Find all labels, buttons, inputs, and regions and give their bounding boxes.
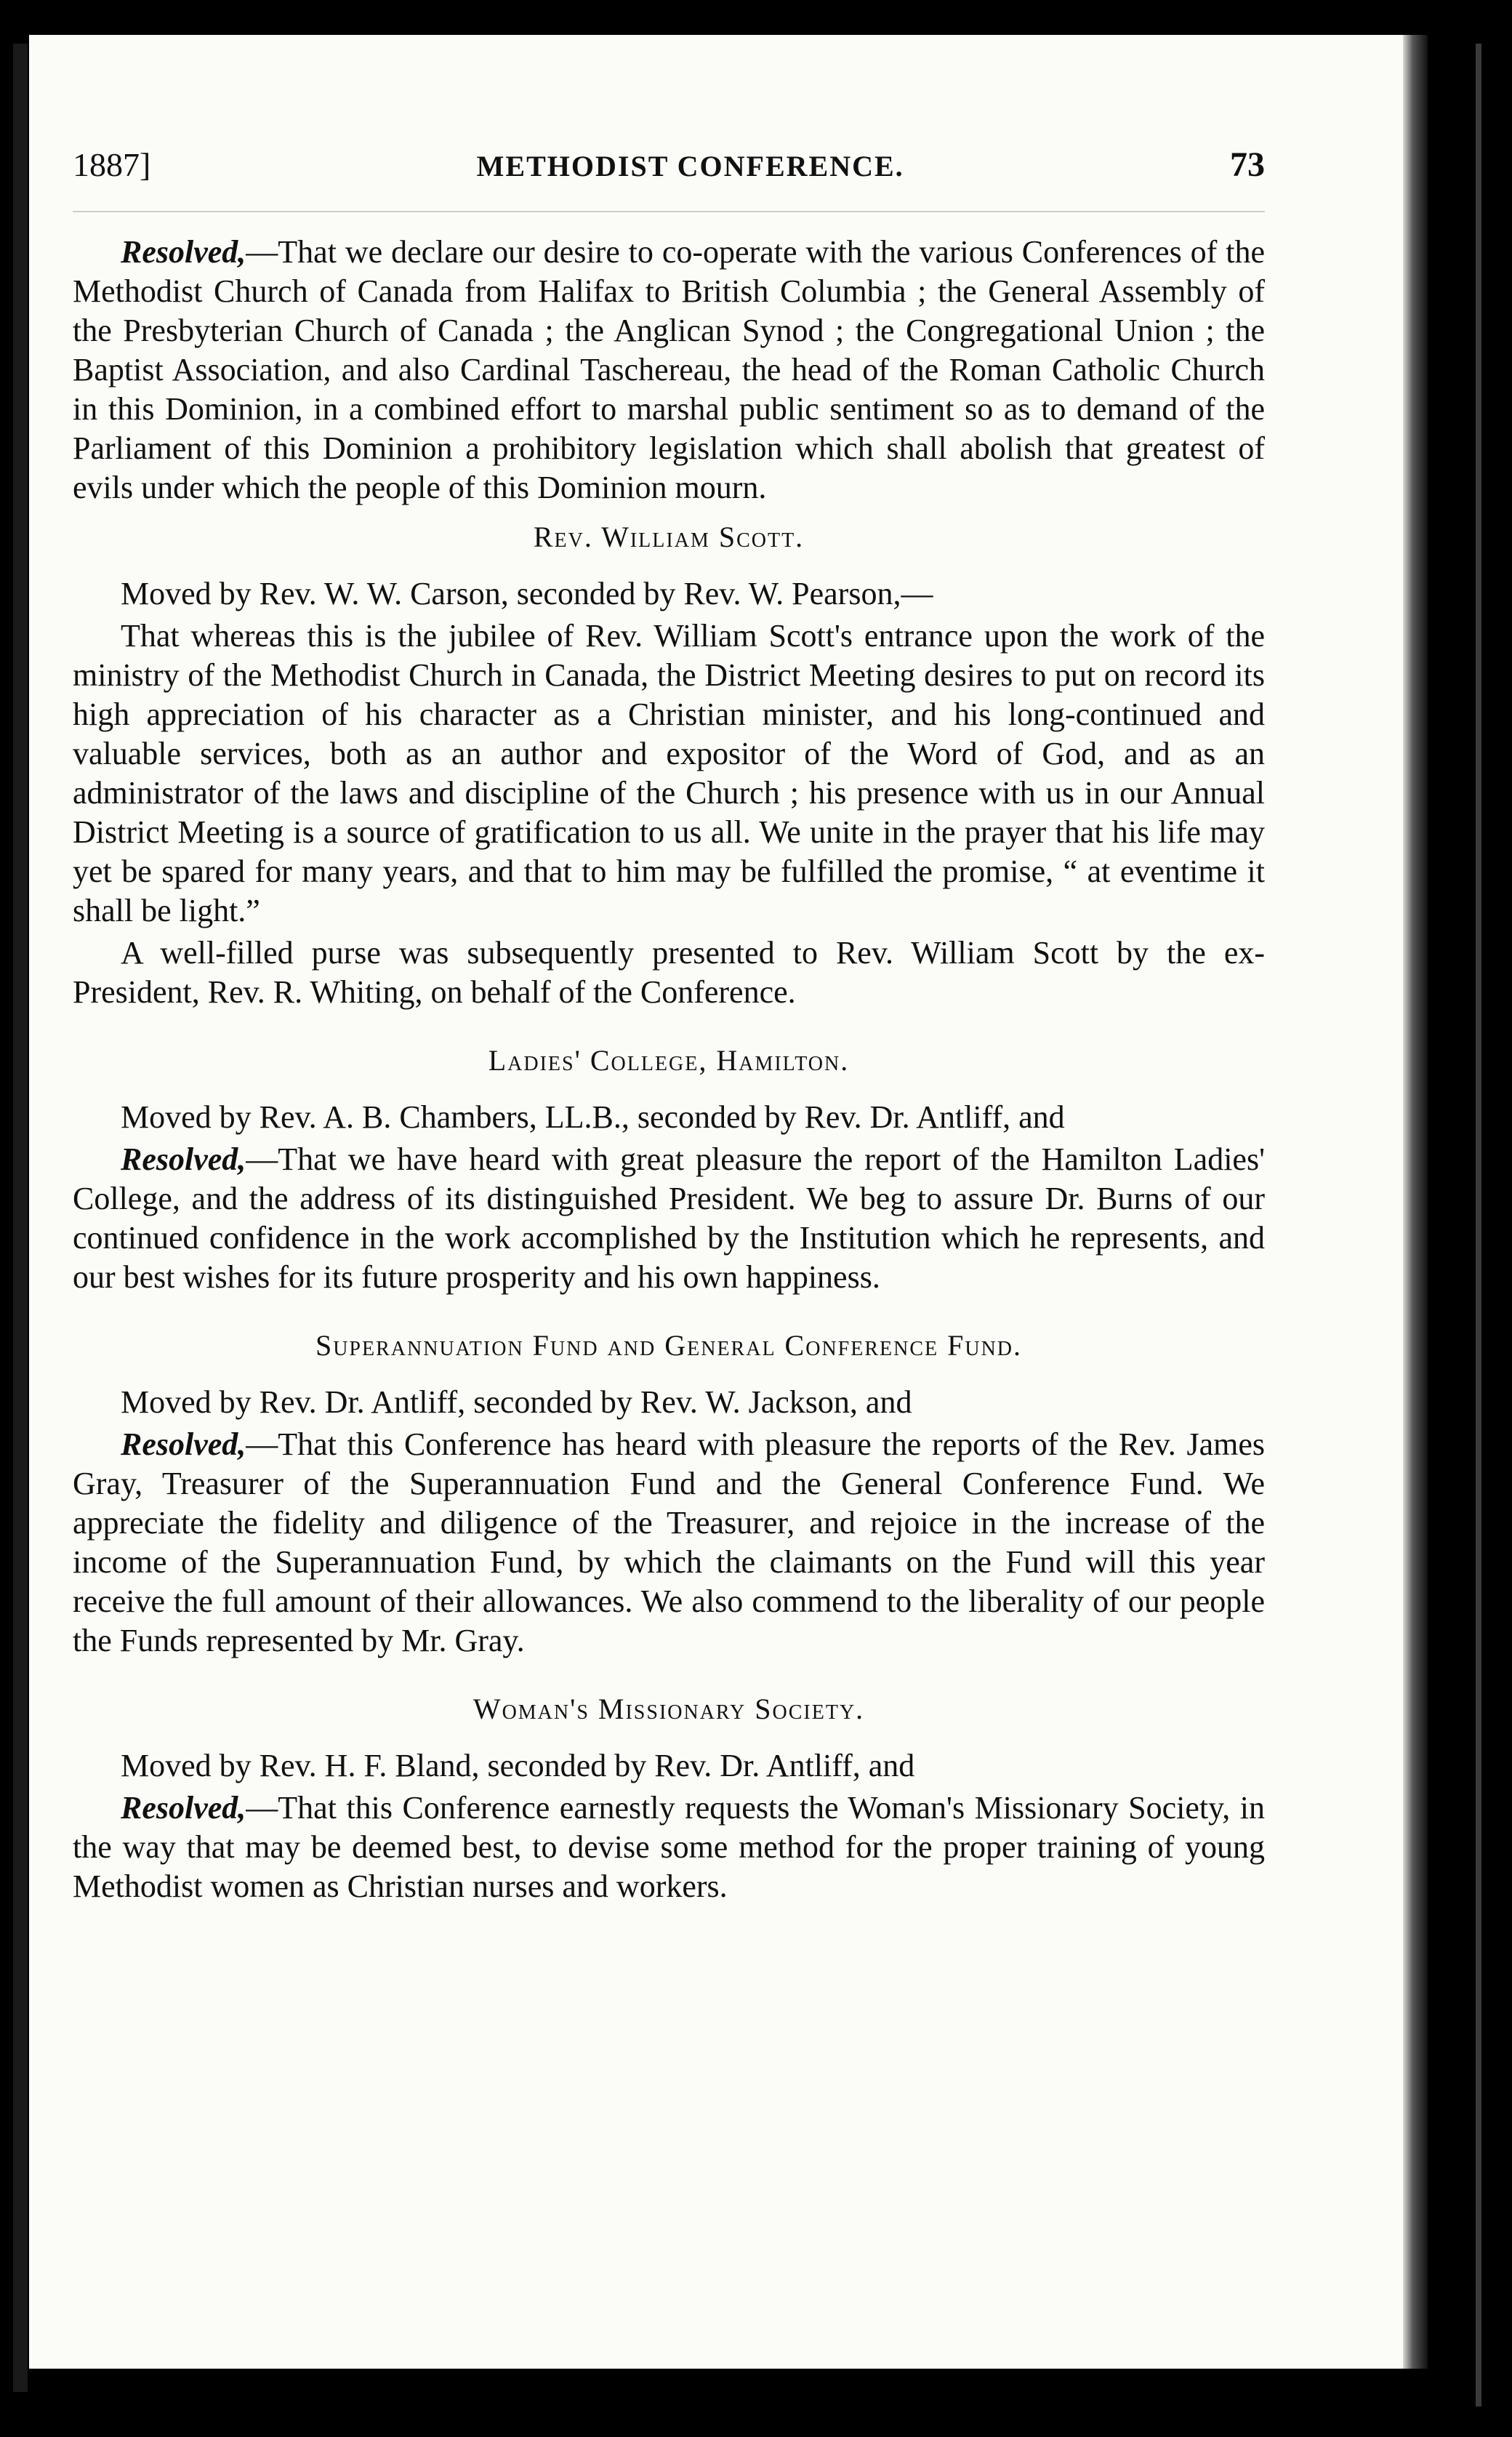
ladies-resolution <box>73 1140 1265 1297</box>
womans-resolution <box>73 1788 1265 1906</box>
resolved-lead: Resolved, <box>121 234 246 270</box>
header-title: METHODIST CONFERENCE. <box>476 150 904 182</box>
paragraph-text: That whereas this is the jubilee of Rev. William Scott's entrance upon the work of the ministry of the Methodist Church in Canada, the District Meeting desires to put on record its high appreciation of his character as a Christian minister, and his long-continued and valuable services, both as an author and expositor of the Word of God, and as an administrator of the laws and discipline of the Church ; his presence with us in our Annual District Meeting is a source of gratification to us all. We unite in the prayer that his life may yet be spared for many years, and that to him may be fulfilled the promise, “ at eventime it shall be light.” <box>73 618 1265 928</box>
left-page-edge <box>13 44 28 2392</box>
page-content <box>73 145 1265 1909</box>
right-margin-dark <box>1428 15 1512 2437</box>
superannuation-resolution <box>73 1425 1265 1661</box>
right-edge-line <box>1476 44 1481 2406</box>
paragraph-text: —That this Conference has heard with pleasure the reports of the Rev. James Gray, Treasurer of the Superannuation Fund and the General Conference Fund. We appreciate the fidelity and diligence of the Treasurer, and rejoice in the increase of the income of the Superannuation Fund, by which the claimants on the Fund will this year receive the full amount of their allowances. We also commend to the liberality of our people the Funds represented by Mr. Gray. <box>73 1426 1265 1658</box>
section-heading-womans-missionary: Woman's Missionary Society. <box>472 1693 865 1725</box>
moved-line: Moved by Rev. Dr. Antliff, seconded by Rev. W. Jackson, and <box>121 1384 912 1420</box>
book-spine-shadow <box>1403 35 1428 2369</box>
paragraph-text: —That we declare our desire to co-operate with the various Conferences of the Methodist Church of Canada from Halifax to British Columbia ; the General Assembly of the Presbyterian Church of Canada ; the Anglican Synod ; the Congregational Union ; the Baptist Association, and also Cardinal Taschereau, the head of the Roman Catholic Church in this Dominion, in a combined effort to marshal public sentiment so as to demand of the Parliament of this Dominion a prohibitory legislation which shall abolish that greatest of evils under which the people of this Dominion mourn. <box>73 234 1265 505</box>
resolved-lead: Resolved, <box>121 1790 246 1826</box>
page-number: 73 <box>1230 145 1265 184</box>
resolved-lead: Resolved, <box>121 1426 246 1462</box>
section-heading-scott: Rev. William Scott. <box>533 521 805 553</box>
header-year: 1887] <box>73 146 151 183</box>
header-rule <box>73 211 1265 212</box>
section-heading-superannuation: Superannuation Fund and General Conference Fund. <box>315 1329 1023 1362</box>
moved-line: Moved by Rev. H. F. Bland, seconded by Rev. Dr. Antliff, and <box>121 1748 915 1783</box>
moved-line: Moved by Rev. W. W. Carson, seconded by Rev. W. Pearson,— <box>121 576 933 611</box>
resolved-lead: Resolved, <box>121 1141 246 1177</box>
paragraph-text: —That we have heard with great pleasure the report of the Hamilton Ladies' College, and the address of its distinguished President. We beg to assure Dr. Burns of our continued confidence in the work accomplished by the Institution which he represents, and our best wishes for its future prosperity and his own happiness. <box>73 1141 1265 1295</box>
running-header <box>73 145 1265 204</box>
intro-resolution <box>73 233 1265 507</box>
paragraph-text: A well-filled purse was subsequently presented to Rev. William Scott by the ex-President, Rev. R. Whiting, on behalf of the Conference. <box>73 935 1265 1010</box>
paragraph-text: —That this Conference earnestly requests the Woman's Missionary Society, in the way that may be deemed best, to devise some method for the proper training of young Methodist women as Christian nurses and workers. <box>73 1790 1265 1904</box>
section-heading-ladies-college: Ladies' College, Hamilton. <box>488 1044 850 1077</box>
moved-line: Moved by Rev. A. B. Chambers, LL.B., seconded by Rev. Dr. Antliff, and <box>121 1099 1065 1135</box>
